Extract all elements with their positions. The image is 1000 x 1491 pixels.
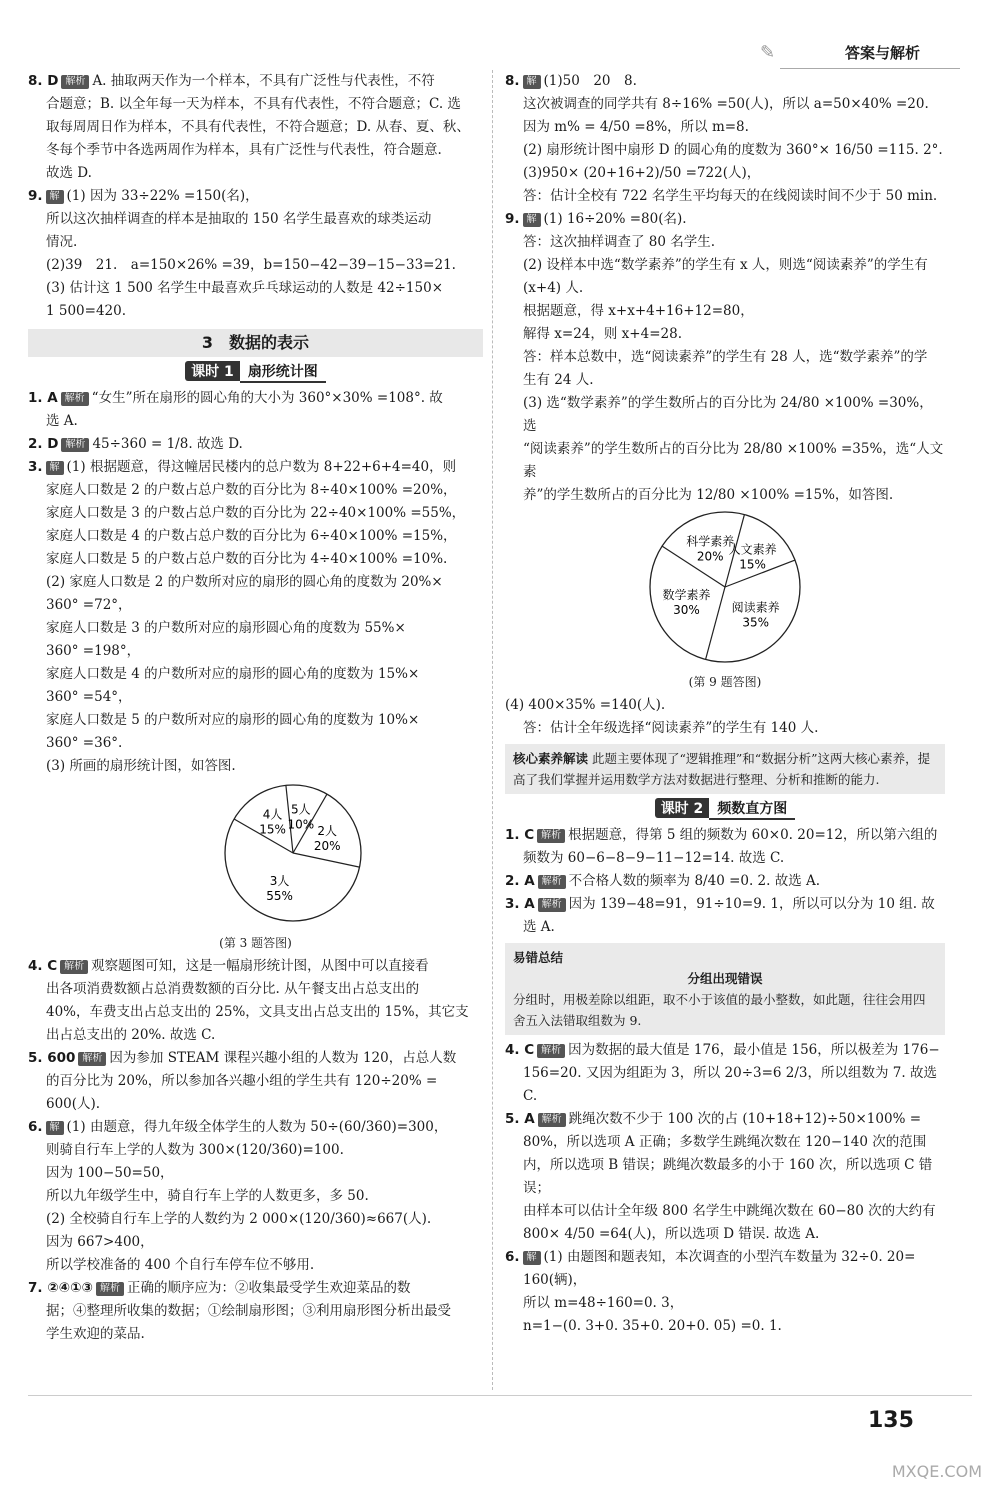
answer-text: 这次被调查的同学共有 8÷16% =50(人)，所以 a=50×40% =20. xyxy=(523,96,929,112)
answer-line xyxy=(28,955,483,978)
answer-line xyxy=(28,571,483,594)
answer-line xyxy=(28,300,483,323)
answer-text: 答：估计全校有 722 名学生平均每天的在线阅读时间不少于 50 min. xyxy=(523,188,938,204)
answer-line xyxy=(505,1131,945,1154)
answer-text: 选 A. xyxy=(523,919,555,935)
answer-text: (1) 因为 33÷22% =150(名)， xyxy=(66,188,259,204)
answer-line xyxy=(505,1200,945,1223)
answer-text: “女生”所在扇形的圆心角的大小为 360°×30% =108°. 故 xyxy=(91,390,443,406)
header-logo-icon: ✎ xyxy=(760,42,776,63)
answer-line xyxy=(28,1254,483,1277)
answer-line xyxy=(505,139,945,162)
answer-text: (2)39 21. a=150×26% =39，b=150−42−39−15−33=21. xyxy=(46,257,456,273)
answer-line xyxy=(28,640,483,663)
answer-line xyxy=(505,893,945,916)
answer-line xyxy=(28,1185,483,1208)
analysis-tag: 解 xyxy=(46,461,64,475)
answer-line xyxy=(28,277,483,300)
answer-line xyxy=(505,1039,945,1062)
answer-line xyxy=(28,978,483,1001)
question-number: 8. xyxy=(505,73,520,89)
answer-line xyxy=(505,1315,945,1338)
answer-text: 观察题图可知，这是一幅扇形统计图，从图中可以直接看 xyxy=(91,958,429,974)
mistake-text: 分组时，用极差除以组距，取不小于该值的最小整数，如此题，往往会用四舍五入法错取组数为 9. xyxy=(513,992,926,1028)
answer-text: 160(辆)， xyxy=(523,1272,587,1288)
answer-text: 跳绳次数不少于 100 次的占 (10+18+12)÷50×100% = xyxy=(568,1111,922,1127)
answer-text: 因为 m% = 4/50 =8%，所以 m=8. xyxy=(523,119,749,135)
question-number: 4. C xyxy=(28,958,58,974)
pie-slice-percent: 15% xyxy=(739,557,766,572)
answer-line xyxy=(505,1154,945,1200)
answer-text: 家庭人口数是 4 的户数占总户数的百分比为 6÷40×100% =15%， xyxy=(46,528,457,544)
right-block-3 xyxy=(505,824,945,939)
answer-text: 据；④整理所收集的数据；①绘制扇形图；③利用扇形图分析出最受 xyxy=(46,1303,451,1319)
answer-line xyxy=(505,231,945,254)
lesson-1-number: 课时 1 xyxy=(185,361,240,381)
question-number: 1. C xyxy=(505,827,535,843)
answer-text: 答：估计全年级选择“阅读素养”的学生有 140 人. xyxy=(523,720,819,736)
answer-line xyxy=(28,479,483,502)
answer-line xyxy=(505,916,945,939)
analysis-tag: 解析 xyxy=(537,1044,565,1058)
header-title: 答案与解析 xyxy=(844,44,920,62)
pie-slice-label: 2人 xyxy=(317,823,337,838)
answer-line xyxy=(28,70,483,93)
answer-text: 因为参加 STEAM 课程兴趣小组的人数为 120，占总人数 xyxy=(109,1050,457,1066)
answer-text: A. 抽取两天作为一个样本，不具有广泛性与代表性，不符 xyxy=(92,73,435,89)
answer-line xyxy=(28,162,483,185)
analysis-tag: 解析 xyxy=(96,1282,124,1296)
answer-text: 所以学校准备的 400 个自行车停车位不够用. xyxy=(46,1257,315,1273)
pie-slice-label: 人文素养 xyxy=(728,542,777,557)
pie-slice-label: 数学素养 xyxy=(662,587,711,602)
answer-text: n=1−(0. 3+0. 35+0. 20+0. 05) =0. 1. xyxy=(523,1318,782,1334)
analysis-tag: 解析 xyxy=(78,1052,106,1066)
answer-line xyxy=(505,694,945,717)
answer-text: 所以这次抽样调查的样本是抽取的 150 名学生最喜欢的球类运动 xyxy=(46,211,432,227)
pie-slice-percent: 20% xyxy=(313,838,341,853)
answer-line xyxy=(505,277,945,300)
pie-slice-label: 4人 xyxy=(262,807,283,822)
answer-text: 家庭人口数是 4 的户数所对应的扇形的圆心角的度数为 15%× xyxy=(46,666,420,682)
right-column xyxy=(505,70,945,1338)
answer-text: 360° =36°. xyxy=(46,735,123,751)
analysis-tag: 解 xyxy=(523,75,541,89)
header-rule xyxy=(780,68,960,69)
answer-text: 出各项消费数额占总消费数额的百分比. 从午餐支出占总支出的 xyxy=(46,981,420,997)
answer-text: (4) 400×35% =140(人). xyxy=(505,697,666,713)
pie-chart-q9 xyxy=(505,507,945,667)
answer-line xyxy=(505,323,945,346)
question-number: 8. D xyxy=(28,73,59,89)
question-number: 7. ②④①③ xyxy=(28,1280,93,1296)
answer-line xyxy=(28,139,483,162)
answer-text: 45÷360 = 1/8. 故选 D. xyxy=(92,436,243,452)
answer-text: 家庭人口数是 5 的户数所对应的扇形的圆心角的度数为 10%× xyxy=(46,712,420,728)
answer-text: 所以 m=48÷160=0. 3， xyxy=(523,1295,684,1311)
answer-text: 因为数据的最大值是 176，最小值是 156，所以极差为 176− xyxy=(568,1042,940,1058)
analysis-tag: 解析 xyxy=(538,898,566,912)
answer-text: 由样本可以估计全年级 800 名学生中跳绳次数在 60−80 次的大约有 xyxy=(523,1203,936,1219)
answer-line xyxy=(28,502,483,525)
analysis-tag: 解 xyxy=(523,1251,541,1265)
answer-line xyxy=(28,433,483,456)
answer-line xyxy=(505,254,945,277)
lesson-1-heading xyxy=(28,361,483,383)
answer-line xyxy=(28,93,483,116)
answer-text: (3)950× (20+16+2)/50 =722(人)， xyxy=(523,165,761,181)
page-header xyxy=(760,40,960,70)
lesson-2-number: 课时 2 xyxy=(655,798,710,818)
answer-text: 答：样本总数中，选“阅读素养”的学生有 28 人，选“数学素养”的学 xyxy=(523,349,928,365)
column-divider xyxy=(492,70,493,1390)
lesson-2-name: 频数直方图 xyxy=(709,798,795,820)
answer-line xyxy=(28,1024,483,1047)
analysis-tag: 解析 xyxy=(60,960,88,974)
answer-text: (2) 家庭人口数是 2 的户数所对应的扇形的圆心角的度数为 20%× xyxy=(46,574,443,590)
answer-line xyxy=(28,116,483,139)
pie-slice-percent: 15% xyxy=(259,822,286,837)
answer-text: 80%，所以选项 A 正确；多数学生跳绳次数在 120−140 次的范围 xyxy=(523,1134,927,1150)
pie-slice-boundary xyxy=(293,853,360,867)
answer-text: 情况. xyxy=(46,234,78,250)
answer-text: (2) 扇形统计图中扇形 D 的圆心角的度数为 360°× 16/50 =115. 2°. xyxy=(523,142,943,158)
answer-text: (2) 全校骑自行车上学的人数约为 2 000×(120/360)≈667(人). xyxy=(46,1211,432,1227)
answer-text: 360° =72°， xyxy=(46,597,132,613)
answer-line xyxy=(505,369,945,392)
answer-text: 的百分比为 20%，所以参加各兴趣小组的学生共有 120÷20% = xyxy=(46,1073,438,1089)
lesson-1-name: 扇形统计图 xyxy=(240,361,326,383)
answer-text: 40%，车费支出占总支出的 25%，文具支出占总支出的 15%，其它支 xyxy=(46,1004,469,1020)
answer-text: 合题意；B. 以全年每一天为样本，不具有代表性，不符合题意；C. 选 xyxy=(46,96,461,112)
answer-text: 则骑自行车上学的人数为 300×(120/360)=100. xyxy=(46,1142,344,1158)
answer-line xyxy=(28,231,483,254)
question-number: 6. xyxy=(28,1119,43,1135)
answer-line xyxy=(28,1300,483,1323)
answer-line xyxy=(28,1001,483,1024)
answer-text: 家庭人口数是 3 的户数所对应的扇形圆心角的度数为 55%× xyxy=(46,620,406,636)
analysis-tag: 解析 xyxy=(61,438,89,452)
pie-q3-caption: (第 3 题答图) xyxy=(219,936,292,950)
pie-chart-q3 xyxy=(28,778,483,928)
answer-line xyxy=(505,392,945,438)
answer-text: 养”的学生数所占的百分比为 12/80 ×100% =15%，如答图. xyxy=(523,487,894,503)
pie-slice-label: 阅读素养 xyxy=(731,600,780,615)
analysis-tag: 解 xyxy=(46,1121,64,1135)
answer-text: 因为 139−48=91，91÷10=9. 1，所以可以分为 10 组. 故 xyxy=(568,896,935,912)
answer-line xyxy=(505,1108,945,1131)
analysis-tag: 解析 xyxy=(538,875,566,889)
answer-line xyxy=(28,617,483,640)
answer-line xyxy=(28,1047,483,1070)
analysis-tag: 解析 xyxy=(537,829,565,843)
analysis-tag: 解析 xyxy=(61,392,89,406)
page-number: 135 xyxy=(868,1408,914,1433)
answer-text: 生有 24 人. xyxy=(523,372,594,388)
question-number: 2. A xyxy=(505,873,535,889)
left-block-2 xyxy=(28,387,483,778)
question-number: 5. A xyxy=(505,1111,535,1127)
answer-text: 出占总支出的 20%. 故选 C. xyxy=(46,1027,216,1043)
answer-line xyxy=(28,1116,483,1139)
answer-text: 取每周周日作为样本，不具有代表性，不符合题意；D. 从春、夏、秋、 xyxy=(46,119,470,135)
answer-line xyxy=(505,300,945,323)
question-number: 5. 600 xyxy=(28,1050,76,1066)
answer-text: 600(人). xyxy=(46,1096,101,1112)
answer-line xyxy=(28,410,483,433)
left-block-3 xyxy=(28,955,483,1346)
question-number: 9. xyxy=(505,211,520,227)
answer-line xyxy=(28,1139,483,1162)
question-number: 3. xyxy=(28,459,43,475)
answer-line xyxy=(28,1093,483,1116)
analysis-tag: 解析 xyxy=(61,75,89,89)
answer-text: (1) 16÷20% =80(名). xyxy=(543,211,687,227)
pie-slice-percent: 30% xyxy=(673,602,700,617)
analysis-tag: 解 xyxy=(46,190,64,204)
answer-line xyxy=(505,870,945,893)
analysis-tag: 解析 xyxy=(538,1113,566,1127)
question-number: 3. A xyxy=(505,896,535,912)
footer-rule xyxy=(28,1395,972,1396)
answer-line xyxy=(28,686,483,709)
pie-slice-label: 科学素养 xyxy=(686,534,735,549)
answer-text: (3) 估计这 1 500 名学生中最喜欢乒乓球运动的人数是 42÷150× xyxy=(46,280,444,296)
answer-line xyxy=(505,1269,945,1292)
answer-line xyxy=(505,1246,945,1269)
section-title: 3 数据的表示 xyxy=(28,329,483,357)
answer-line xyxy=(505,438,945,484)
answer-line xyxy=(505,1223,945,1246)
core-literacy-title: 核心素养解读 xyxy=(513,751,589,766)
answer-line xyxy=(28,525,483,548)
answer-text: 因为 100−50=50， xyxy=(46,1165,174,1181)
answer-line xyxy=(28,1323,483,1346)
answer-text: (2) 设样本中选“数学素养”的学生有 x 人，则选“阅读素养”的学生有 xyxy=(523,257,928,273)
right-block-2 xyxy=(505,694,945,740)
pie-slice-percent: 55% xyxy=(266,888,293,903)
mistake-box xyxy=(505,943,945,1035)
answer-text: 正确的顺序应为：②收集最受学生欢迎菜品的数 xyxy=(126,1280,411,1296)
answer-text: (1)50 20 8. xyxy=(543,73,637,89)
answer-text: 根据题意，得第 5 组的频数为 60×0. 20=12，所以第六组的 xyxy=(568,827,938,843)
question-number: 9. xyxy=(28,188,43,204)
answer-text: 冬每个季节中各选两周作为样本，具有广泛性与代表性，符合题意. xyxy=(46,142,442,158)
answer-line xyxy=(505,1292,945,1315)
question-number: 2. D xyxy=(28,436,59,452)
answer-text: 频数为 60−6−8−9−11−12=14. 故选 C. xyxy=(523,850,785,866)
answer-text: 家庭人口数是 3 的户数占总户数的百分比为 22÷40×100% =55%， xyxy=(46,505,466,521)
question-number: 6. xyxy=(505,1249,520,1265)
answer-text: (x+4) 人. xyxy=(523,280,584,296)
right-block-1 xyxy=(505,70,945,507)
answer-line xyxy=(28,594,483,617)
left-block-1 xyxy=(28,70,483,323)
answer-line xyxy=(505,70,945,93)
answer-text: 家庭人口数是 2 的户数占总户数的百分比为 8÷40×100% =20%， xyxy=(46,482,457,498)
answer-text: (3) 选“数学素养”的学生数所占的百分比为 24/80 ×100% =30%，选 xyxy=(523,395,933,434)
pie-slice-label: 3人 xyxy=(269,873,290,888)
answer-line xyxy=(505,93,945,116)
answer-text: 答：这次抽样调查了 80 名学生. xyxy=(523,234,716,250)
answer-text: 解得 x=24，则 x+4=28. xyxy=(523,326,682,342)
answer-line xyxy=(28,456,483,479)
answer-text: (1) 根据题意，得这幢居民楼内的总户数为 8+22+6+4=40，则 xyxy=(66,459,457,475)
answer-text: 学生欢迎的菜品. xyxy=(46,1326,145,1342)
answer-line xyxy=(505,346,945,369)
answer-line xyxy=(28,1208,483,1231)
answer-line xyxy=(505,185,945,208)
answer-text: 选 A. xyxy=(46,413,78,429)
core-literacy-text: 此题主要体现了“逻辑推理”和“数据分析”这两大核心素养，提高了我们掌握并运用数学方法对数据进行整理、分析和推断的能力. xyxy=(513,751,931,787)
mistake-title: 分组出现错误 xyxy=(687,971,763,986)
left-column xyxy=(28,70,483,1346)
answer-line xyxy=(28,732,483,755)
answer-line xyxy=(505,116,945,139)
answer-text: 因为 667>400， xyxy=(46,1234,154,1250)
answer-text: 家庭人口数是 5 的户数占总户数的百分比为 4÷40×100% =10%. xyxy=(46,551,448,567)
answer-text: (1) 由题图和题表知，本次调查的小型汽车数量为 32÷0. 20= xyxy=(543,1249,916,1265)
answer-line xyxy=(505,484,945,507)
right-block-4 xyxy=(505,1039,945,1338)
answer-line xyxy=(28,548,483,571)
question-number: 1. A xyxy=(28,390,58,406)
answer-line xyxy=(28,1070,483,1093)
lesson-2-heading xyxy=(505,798,945,820)
answer-line xyxy=(28,254,483,277)
question-number: 4. C xyxy=(505,1042,535,1058)
pie-slice-percent: 20% xyxy=(696,549,724,564)
pie-slice-percent: 35% xyxy=(742,615,769,630)
answer-line xyxy=(28,185,483,208)
analysis-tag: 解 xyxy=(523,213,541,227)
answer-text: 所以九年级学生中，骑自行车上学的人数更多，多 50. xyxy=(46,1188,369,1204)
answer-line xyxy=(505,824,945,847)
pie-q9-caption: (第 9 题答图) xyxy=(688,675,762,689)
answer-text: (1) 由题意，得九年级全体学生的人数为 50÷(60/360)=300， xyxy=(66,1119,448,1135)
answer-line xyxy=(505,162,945,185)
answer-line xyxy=(28,208,483,231)
mistake-label: 易错总结 xyxy=(513,950,564,965)
answer-line xyxy=(28,1231,483,1254)
answer-line xyxy=(28,663,483,686)
answer-text: 不合格人数的频率为 8/40 =0. 2. 故选 A. xyxy=(568,873,821,889)
answer-text: 故选 D. xyxy=(46,165,92,181)
watermark: MXQE.COM xyxy=(891,1462,982,1481)
answer-text: 内，所以选项 B 错误；跳绳次数最多的小于 160 次，所以选项 C 错误； xyxy=(523,1157,933,1196)
answer-text: (3) 所画的扇形统计图，如答图. xyxy=(46,758,236,774)
answer-line xyxy=(505,847,945,870)
answer-line xyxy=(28,387,483,410)
answer-text: 360° =54°， xyxy=(46,689,132,705)
answer-text: 800× 4/50 =64(人)，所以选项 D 错误. 故选 A. xyxy=(523,1226,820,1242)
core-literacy-box xyxy=(505,744,945,794)
answer-line xyxy=(28,755,483,778)
answer-line xyxy=(28,709,483,732)
pie-slice-label: 5人 xyxy=(290,802,311,817)
answer-line xyxy=(505,717,945,740)
answer-text: 1 500=420. xyxy=(46,303,127,319)
answer-line xyxy=(28,1277,483,1300)
pie-slice-percent: 10% xyxy=(287,817,315,832)
answer-line xyxy=(505,208,945,231)
answer-text: 360° =198°， xyxy=(46,643,141,659)
answer-line xyxy=(28,1162,483,1185)
answer-text: 根据题意，得 x+x+4+16+12=80， xyxy=(523,303,754,319)
answer-line xyxy=(505,1062,945,1108)
answer-text: 156=20. 又因为组距为 3，所以 20÷3=6 2/3，所以组数为 7. 故选 C. xyxy=(523,1065,937,1104)
answer-text: “阅读素养”的学生数所占的百分比为 28/80 ×100% =35%，选“人文素 xyxy=(523,441,944,480)
